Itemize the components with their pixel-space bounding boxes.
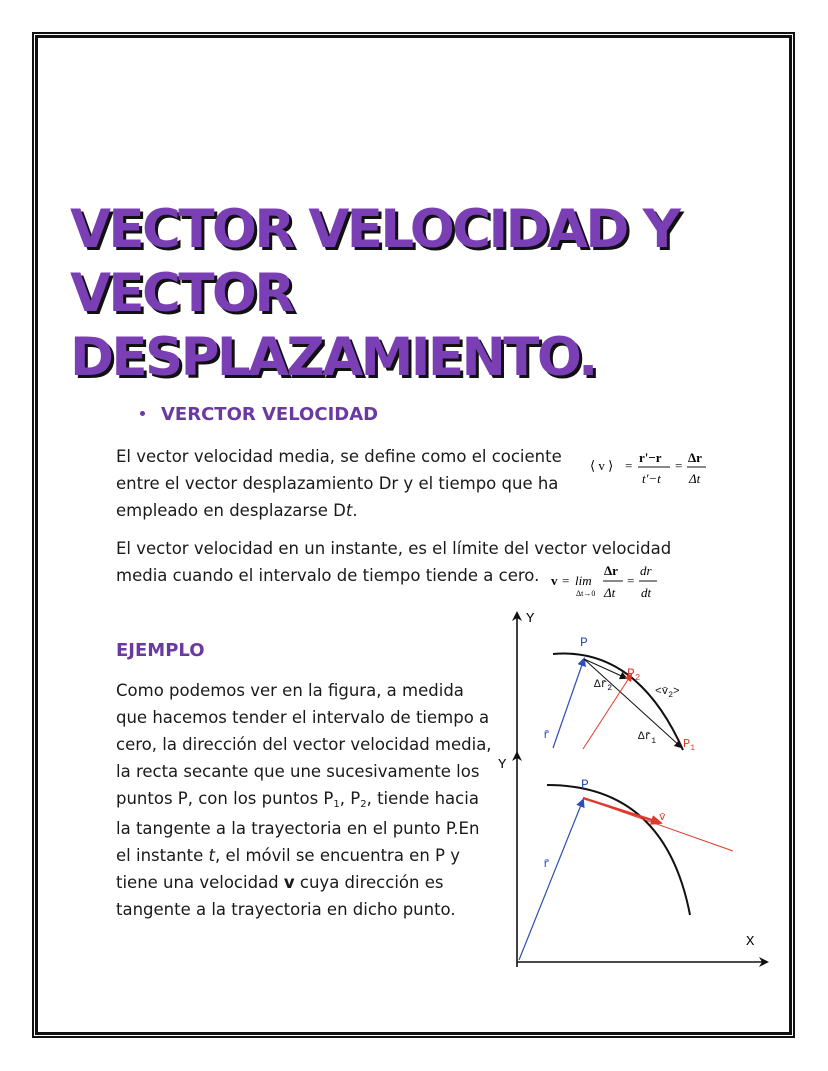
paragraph-end: . [352,501,358,520]
v-label: v̄ [659,812,666,824]
formula-lhs: v [551,573,558,588]
paragraph-text: El vector velocidad media, se define como el cociente entre el vector desplazamiento Dr y el tiempo que ha empleado en desplazarse D [116,447,562,520]
paragraph-text: El vector velocidad en un instante, es el límite del vector velocidad media cuando el intervalo de tiempo tiende a cero. [116,539,672,585]
p2-label [627,666,640,683]
p1-letter: P [683,737,691,751]
y-label-top: Y [526,611,535,627]
formula-eq-2: = [627,573,635,588]
v2-close: > [673,686,680,698]
example-text: Como podemos ver en la figura, a medida que hacemos tender el intervalo de tiempo a cero, la dirección del vector velocidad media, la recta secante que une sucesivamente los puntos P, con los puntos P [116,681,492,808]
page-title [70,198,800,390]
example-text: , tiende hacia la tangente a la trayectoria en el punto P.En el instante [116,789,480,865]
bullet-icon [140,411,145,416]
position-vector-bottom [519,800,583,960]
velocity-figure [495,605,775,975]
trajectory-top [553,654,683,750]
p2-sub: 2 [634,673,641,683]
position-vector-top [553,659,584,748]
dr1-sub: 1 [651,737,657,746]
formula-eq-2: = [675,458,683,473]
example-heading: EJEMPLO [116,640,205,661]
dr1-text: Δr̄ [638,731,652,743]
paragraph-example [116,677,494,923]
section-heading-velocidad [140,404,378,425]
formula-den-2: dt [641,585,652,600]
section-heading-text: VERCTOR VELOCIDAD [161,404,379,425]
formula-num-2: Δr [688,450,702,465]
italic-t: t [345,501,353,520]
subscript-1: 1 [333,799,340,810]
formula-den-1: Δt [604,585,616,600]
subscript-2: 2 [360,799,367,810]
x-label: X [746,934,755,950]
formula-num-2: dr [640,563,652,578]
example-text: , el móvil se encuentra en P y tiene una velocidad [116,846,460,892]
paragraph-mean-velocity [116,443,586,524]
dr2-text: Δr̄ [594,679,608,691]
formula-lhs: ⟨ v ⟩ [590,458,614,473]
title-line-1: VECTOR VELOCIDAD Y [70,199,679,260]
dr2-label [594,679,612,693]
formula-den-1: t'−t [642,471,661,486]
v2-sub: 2 [668,691,674,700]
formula-eq-1: = [562,573,570,588]
bold-v: v [283,873,295,892]
formula-den-2: Δt [689,471,701,486]
p1-sub: 1 [690,744,696,753]
p-label-bottom: P [581,777,589,792]
r-label-top: r̄ [543,728,551,742]
v2-text: <v̄ [655,686,669,698]
velocity-vector [583,798,661,823]
dr1-label [638,731,656,746]
italic-t: t [208,846,216,865]
formula-instant-velocity [547,559,662,603]
y-label-bottom: Y [498,757,507,773]
p1-label [683,737,695,753]
v2-label [655,686,680,700]
formula-num-1: r'−r [639,450,662,465]
dr2-sub: 2 [607,684,613,693]
formula-eq-1: = [625,458,633,473]
trajectory-bottom [547,785,690,915]
example-text: , P [339,789,361,808]
formula-num-1: Δr [604,563,618,578]
p2-letter: P [627,666,635,681]
title-line-2: VECTOR DESPLAZAMIENTO. [70,263,596,388]
formula-lim: lim [575,573,592,588]
example-text: cuya dirección es tangente a la trayectoria en dicho punto. [116,873,456,919]
formula-lim-sub: Δt→0 [576,589,596,598]
r-label-bottom: r̄ [543,857,551,871]
p-label-top: P [580,635,588,650]
formula-mean-velocity [588,446,718,492]
